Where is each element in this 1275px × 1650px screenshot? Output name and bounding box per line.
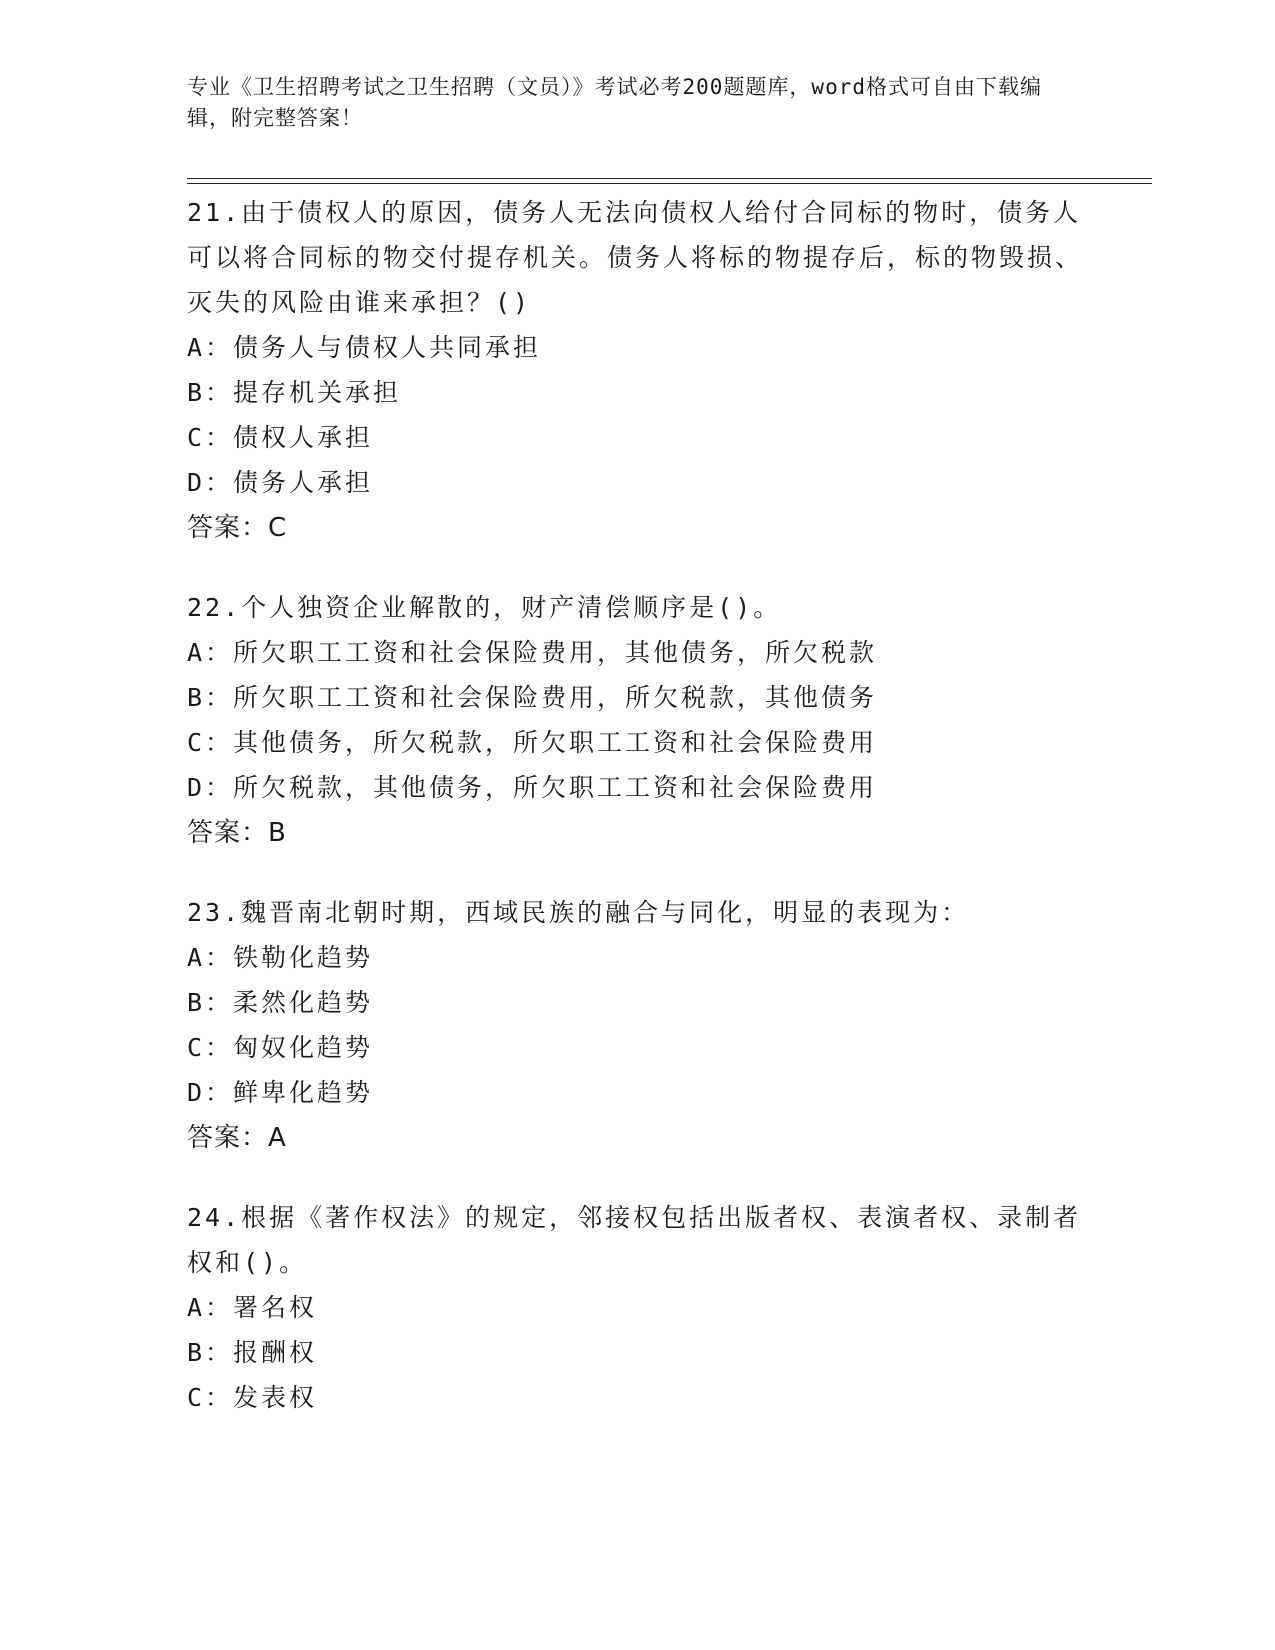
question-list (187, 190, 1087, 1454)
option-a: A：所欠职工工资和社会保险费用，其他债务，所欠税款 (187, 638, 878, 667)
option-c: C：发表权 (187, 1383, 318, 1412)
question-21 (187, 190, 1087, 551)
header-divider-top (187, 178, 1152, 179)
option-c: C：债权人承担 (187, 423, 374, 452)
option-b: B：报酬权 (187, 1338, 318, 1367)
question-24 (187, 1195, 1087, 1420)
question-stem: 24.根据《著作权法》的规定，邻接权包括出版者权、表演者权、录制者权和()。 (187, 1203, 1082, 1277)
option-c: C：其他债务，所欠税款，所欠职工工资和社会保险费用 (187, 728, 878, 757)
header-divider-bottom (187, 183, 1152, 184)
question-stem: 23.魏晋南北朝时期，西域民族的融合与同化，明显的表现为： (187, 898, 970, 927)
option-b: B：柔然化趋势 (187, 988, 374, 1017)
question-22 (187, 585, 1087, 856)
question-stem: 21.由于债权人的原因，债务人无法向债权人给付合同标的物时，债务人可以将合同标的物交付提存机关。债务人将标的物提存后，标的物毁损、灭失的风险由谁来承担？() (187, 198, 1084, 317)
answer: 答案：A (187, 1123, 287, 1153)
option-b: B：提存机关承担 (187, 378, 402, 407)
document-header: 专业《卫生招聘考试之卫生招聘（文员）》考试必考200题题库，word格式可自由下载编辑，附完整答案！ (187, 75, 1042, 130)
option-d: D：债务人承担 (187, 468, 374, 497)
answer: 答案：B (187, 818, 287, 848)
option-a: A：署名权 (187, 1293, 318, 1322)
option-d: D：鲜卑化趋势 (187, 1078, 374, 1107)
option-b: B：所欠职工工资和社会保险费用，所欠税款，其他债务 (187, 683, 878, 712)
option-c: C：匈奴化趋势 (187, 1033, 374, 1062)
option-d: D：所欠税款，其他债务，所欠职工工资和社会保险费用 (187, 773, 878, 802)
option-a: A：债务人与债权人共同承担 (187, 333, 542, 362)
question-stem: 22.个人独资企业解散的，财产清偿顺序是()。 (187, 593, 782, 622)
answer: 答案：C (187, 513, 288, 543)
question-23 (187, 890, 1087, 1161)
option-a: A：铁勒化趋势 (187, 943, 374, 972)
